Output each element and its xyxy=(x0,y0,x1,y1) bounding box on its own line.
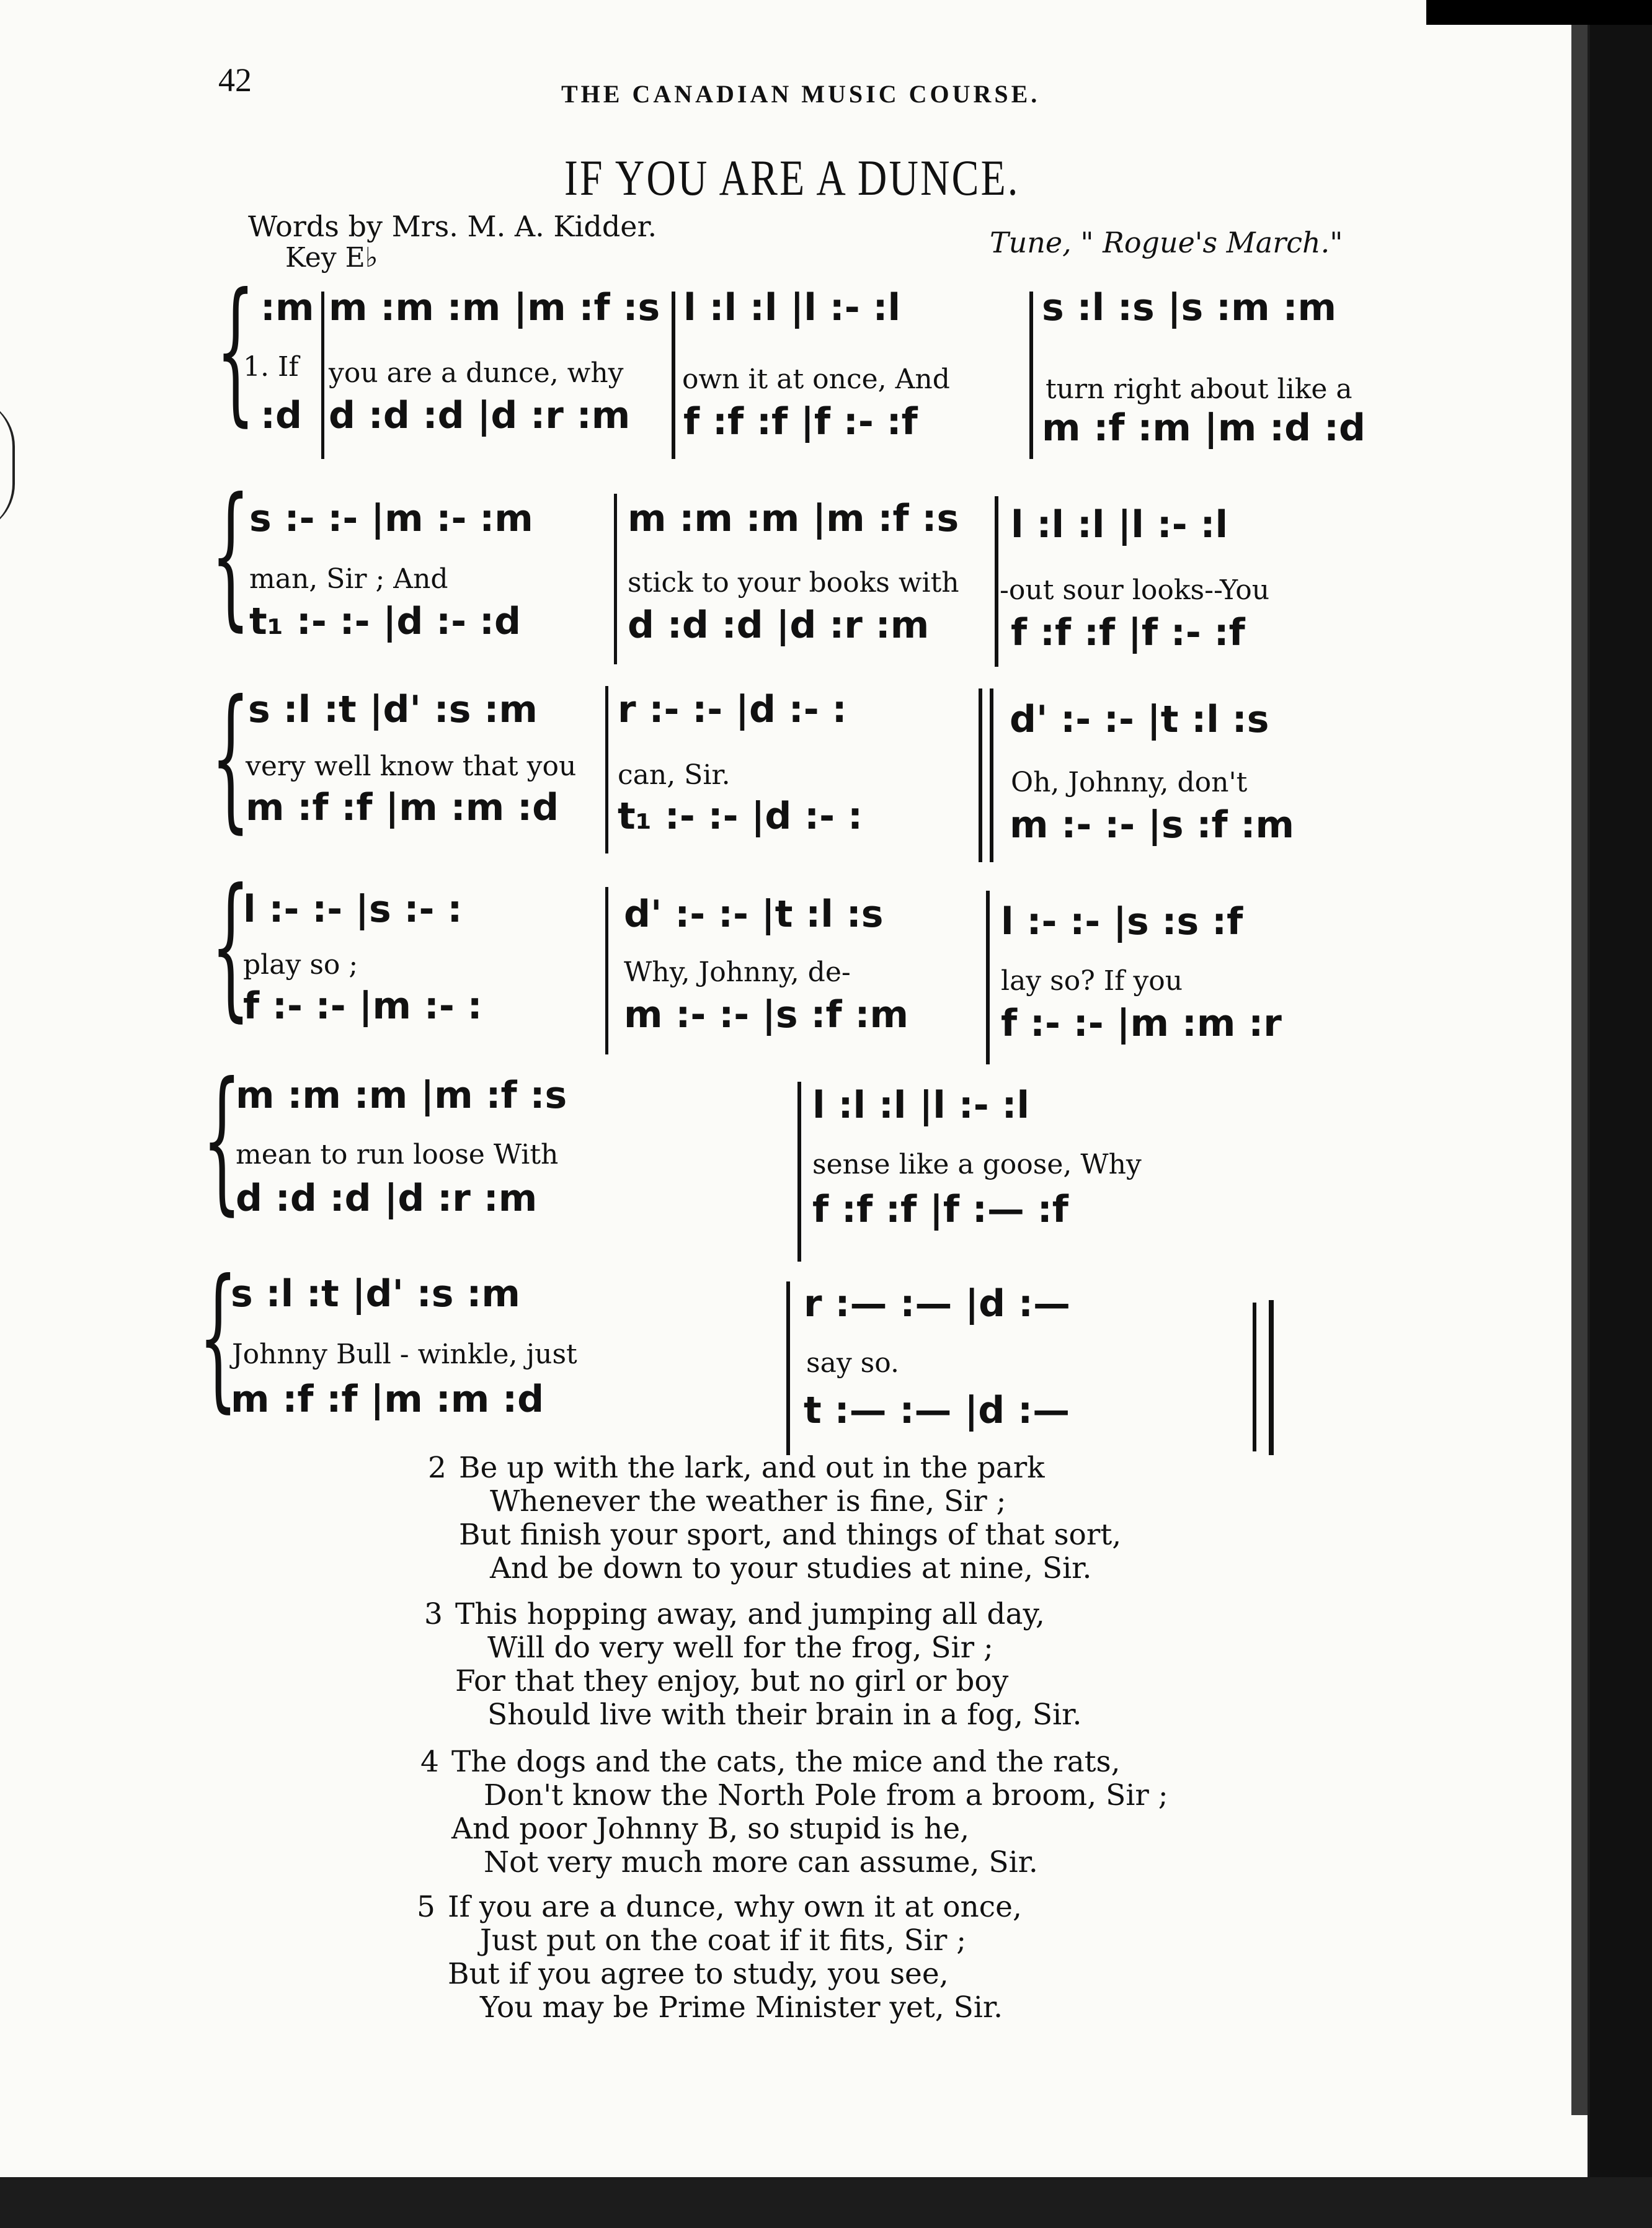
verse-4-number: 4 xyxy=(420,1745,439,1779)
system-6-lower-notes-1: m :f :f |m :m :d xyxy=(231,1378,544,1421)
system-1-lower-notes-4: m :f :m |m :d :d xyxy=(1042,406,1366,450)
system-3-upper-notes-3: d' :- :- |t :l :s xyxy=(1010,698,1269,741)
verse-5-line-1: If you are a dunce, why own it at once, xyxy=(448,1890,1022,1924)
verse-3-line-1: This hopping away, and jumping all day, xyxy=(455,1597,1045,1631)
system-4-lyrics-1: play so ; xyxy=(243,949,358,981)
page-edge-shadow xyxy=(1571,19,1588,2115)
system-2-lyrics-3: -out sour looks--You xyxy=(1000,574,1270,606)
system-2-upper-notes-2: m :m :m |m :f :s xyxy=(628,497,959,540)
book-binding-dark xyxy=(1590,0,1652,2228)
verse-5-line-3: But if you agree to study, you see, xyxy=(448,1957,949,1991)
system-2-lower-notes-2: d :d :d |d :r :m xyxy=(628,604,930,647)
system-6-upper-notes-1: s :l :t |d' :s :m xyxy=(231,1272,520,1316)
system-5-brace: { xyxy=(202,1049,242,1229)
system-3-brace: { xyxy=(211,667,251,847)
system-1-lyrics-3: own it at once, And xyxy=(682,363,950,395)
system-2-brace: { xyxy=(211,465,251,645)
words-by-credit: Words by Mrs. M. A. Kidder. xyxy=(248,210,657,243)
system-6-lyrics-1: Johnny Bull - winkle, just xyxy=(232,1339,577,1370)
verse-3-line-3: For that they enjoy, but no girl or boy xyxy=(455,1664,1009,1698)
verse-3-number: 3 xyxy=(424,1597,443,1631)
verse-4-line-4: Not very much more can assume, Sir. xyxy=(484,1845,1038,1879)
system-5-upper-notes-2: l :l :l |l :- :l xyxy=(812,1084,1030,1127)
system-1-brace: { xyxy=(216,260,255,440)
verse-4-line-1: The dogs and the cats, the mice and the rats, xyxy=(451,1745,1121,1779)
verse-4-line-3: And poor Johnny B, so stupid is he, xyxy=(451,1812,970,1846)
page-number: 42 xyxy=(218,61,252,99)
system-2-lower-notes-1: t₁ :- :- |d :- :d xyxy=(249,600,521,643)
verse-2-line-1: Be up with the lark, and out in the park xyxy=(459,1451,1045,1485)
system-3-lyrics-3: Oh, Johnny, don't xyxy=(1011,767,1248,798)
page-curl xyxy=(0,397,15,533)
system-3-lower-notes-2: t₁ :- :- |d :- : xyxy=(618,795,863,838)
system-2-lyrics-1: man, Sir ; And xyxy=(249,563,448,595)
system-4-upper-notes-2: d' :- :- |t :l :s xyxy=(624,893,884,936)
running-title: THE CANADIAN MUSIC COURSE. xyxy=(561,80,1041,108)
key-signature: Key E♭ xyxy=(285,242,378,274)
song-title: IF YOU ARE A DUNCE. xyxy=(564,149,1020,206)
system-1-lower-notes-2: d :d :d |d :r :m xyxy=(329,394,631,437)
system-1-upper-notes-1: :m xyxy=(260,286,314,329)
system-1-lyrics-2: you are a dunce, why xyxy=(329,357,624,389)
system-3-upper-notes-2: r :- :- |d :- : xyxy=(618,688,847,731)
verse-2-number: 2 xyxy=(428,1451,446,1485)
system-1-lower-notes-3: f :f :f |f :- :f xyxy=(683,400,918,443)
verse-3-line-4: Should live with their brain in a fog, Sir. xyxy=(487,1698,1082,1732)
system-3-lower-notes-1: m :f :f |m :m :d xyxy=(246,786,559,829)
system-1-lyrics-1: 1. If xyxy=(243,351,299,383)
system-1-lyrics-4: turn right about like a xyxy=(1046,373,1352,405)
system-6-upper-notes-2: r :— :— |d :— xyxy=(804,1282,1070,1326)
system-4-upper-notes-3: l :- :- |s :s :f xyxy=(1001,900,1243,943)
system-3-upper-notes-1: s :l :t |d' :s :m xyxy=(248,688,538,731)
system-1-lower-notes-1: :d xyxy=(260,394,302,437)
system-2-upper-notes-3: l :l :l |l :- :l xyxy=(1011,503,1228,546)
system-1-upper-notes-3: l :l :l |l :- :l xyxy=(683,286,901,329)
system-4-lower-notes-3: f :- :- |m :m :r xyxy=(1001,1002,1282,1045)
system-4-lyrics-3: lay so? If you xyxy=(1001,965,1183,997)
system-5-lyrics-1: mean to run loose With xyxy=(236,1139,559,1170)
system-1-upper-notes-2: m :m :m |m :f :s xyxy=(329,286,660,329)
tune-credit: Tune, " Rogue's March." xyxy=(990,226,1343,259)
system-4-lower-notes-1: f :- :- |m :- : xyxy=(243,984,482,1028)
system-2-lower-notes-3: f :f :f |f :- :f xyxy=(1011,611,1245,654)
scan-border-bottom xyxy=(0,2177,1652,2228)
scan-border-top xyxy=(1426,0,1652,25)
system-6-lower-notes-2: t :— :— |d :— xyxy=(804,1389,1070,1432)
system-5-lyrics-2: sense like a goose, Why xyxy=(812,1149,1142,1180)
verse-2-line-3: But finish your sport, and things of that sort, xyxy=(459,1518,1122,1552)
system-5-lower-notes-1: d :d :d |d :r :m xyxy=(236,1177,538,1220)
verse-5-line-2: Just put on the coat if it fits, Sir ; xyxy=(480,1923,967,1958)
system-4-upper-notes-1: l :- :- |s :- : xyxy=(243,888,463,931)
verse-2-line-4: And be down to your studies at nine, Sir. xyxy=(490,1551,1092,1585)
verse-4-line-2: Don't know the North Pole from a broom, Sir ; xyxy=(484,1778,1168,1812)
system-4-lower-notes-2: m :- :- |s :f :m xyxy=(624,993,908,1036)
system-5-upper-notes-1: m :m :m |m :f :s xyxy=(236,1074,567,1117)
verse-5-line-4: You may be Prime Minister yet, Sir. xyxy=(480,1990,1003,2025)
system-6-lyrics-2: say so. xyxy=(806,1347,899,1379)
system-2-upper-notes-1: s :- :- |m :- :m xyxy=(249,497,533,540)
system-2-lyrics-2: stick to your books with xyxy=(628,567,959,599)
system-1-upper-notes-4: s :l :s |s :m :m xyxy=(1042,286,1337,329)
system-6-brace: { xyxy=(198,1246,238,1427)
verse-3-line-2: Will do very well for the frog, Sir ; xyxy=(487,1631,993,1665)
system-5-lower-notes-2: f :f :f |f :— :f xyxy=(812,1188,1068,1231)
system-3-lower-notes-3: m :- :- |s :f :m xyxy=(1010,803,1294,847)
system-3-lyrics-1: very well know that you xyxy=(246,751,577,782)
system-4-brace: { xyxy=(211,855,251,1036)
system-4-lyrics-2: Why, Johnny, de- xyxy=(624,956,851,988)
system-3-lyrics-2: can, Sir. xyxy=(618,759,731,791)
verse-5-number: 5 xyxy=(417,1890,435,1924)
verse-2-line-2: Whenever the weather is fine, Sir ; xyxy=(490,1484,1006,1518)
